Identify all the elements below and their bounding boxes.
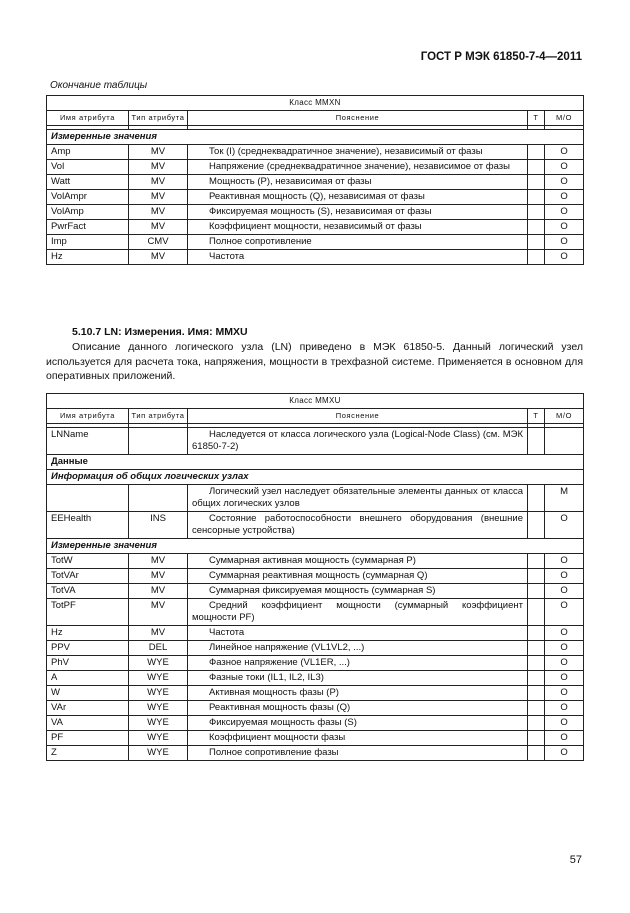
attribute-name-cell — [47, 485, 129, 512]
attribute-type-cell: MV — [129, 175, 188, 190]
explanation-cell: Наследуется от класса логического узла (Logical-Node Class) (см. МЭК 61850-7-2) — [188, 428, 528, 455]
section-row — [47, 470, 584, 485]
attribute-name-cell: Z — [47, 746, 129, 761]
document-header: ГОСТ Р МЭК 61850-7-4—2011 — [420, 51, 582, 63]
section-title-cell: Измеренные значения — [47, 539, 584, 554]
column-header-row — [47, 409, 584, 424]
attribute-name-cell: EEHealth — [47, 512, 129, 539]
t-cell — [528, 235, 545, 250]
section-title-cell: Измеренные значения — [47, 130, 584, 145]
attribute-name-cell: TotW — [47, 554, 129, 569]
mo-cell: O — [545, 731, 584, 746]
attribute-name-cell: A — [47, 671, 129, 686]
table-row — [47, 175, 584, 190]
section-title-cell: Информация об общих логических узлах — [47, 470, 584, 485]
t-cell — [528, 599, 545, 626]
attribute-name-cell: VAr — [47, 701, 129, 716]
t-cell — [528, 428, 545, 455]
attribute-type-cell: MV — [129, 584, 188, 599]
table-row — [47, 599, 584, 626]
mmxu-class-table — [46, 393, 584, 761]
attribute-type-cell: WYE — [129, 671, 188, 686]
table-row — [47, 220, 584, 235]
mo-header: M/O — [545, 409, 584, 424]
t-cell — [528, 145, 545, 160]
t-cell — [528, 731, 545, 746]
attribute-type-cell: MV — [129, 220, 188, 235]
mo-cell: O — [545, 190, 584, 205]
t-cell — [528, 656, 545, 671]
section-row — [47, 130, 584, 145]
mo-cell: O — [545, 569, 584, 584]
attribute-name-cell: W — [47, 686, 129, 701]
explanation-cell: Средний коэффициент мощности (суммарный коэффициент мощности PF) — [188, 599, 528, 626]
attribute-type-cell: MV — [129, 145, 188, 160]
attribute-name-cell: TotPF — [47, 599, 129, 626]
class-name-row — [47, 394, 584, 409]
table-row — [47, 746, 584, 761]
explanation-cell: Полное сопротивление — [188, 235, 528, 250]
attribute-name-cell: VA — [47, 716, 129, 731]
attribute-name-cell: PhV — [47, 656, 129, 671]
mo-cell: O — [545, 641, 584, 656]
attribute-name-header: Имя атрибута — [47, 111, 129, 126]
table-row — [47, 716, 584, 731]
t-cell — [528, 220, 545, 235]
table-row — [47, 686, 584, 701]
t-cell — [528, 671, 545, 686]
mo-cell: O — [545, 584, 584, 599]
explanation-cell: Суммарная активная мощность (суммарная P) — [188, 554, 528, 569]
t-cell — [528, 746, 545, 761]
t-cell — [528, 250, 545, 265]
attribute-name-cell: Watt — [47, 175, 129, 190]
data-label-row — [47, 455, 584, 470]
mo-cell: O — [545, 250, 584, 265]
column-header-row — [47, 111, 584, 126]
mo-cell: O — [545, 235, 584, 250]
t-cell — [528, 686, 545, 701]
explanation-cell: Коэффициент мощности, независимый от фазы — [188, 220, 528, 235]
attribute-type-cell — [129, 428, 188, 455]
attribute-type-cell: MV — [129, 626, 188, 641]
mo-cell: O — [545, 746, 584, 761]
explanation-cell: Мощность (P), независимая от фазы — [188, 175, 528, 190]
mo-cell: O — [545, 701, 584, 716]
attribute-type-cell: MV — [129, 205, 188, 220]
attribute-type-cell: MV — [129, 160, 188, 175]
table-row — [47, 160, 584, 175]
mo-cell: O — [545, 626, 584, 641]
t-cell — [528, 205, 545, 220]
mo-cell: O — [545, 160, 584, 175]
table-row — [47, 485, 584, 512]
attribute-type-cell: WYE — [129, 656, 188, 671]
attribute-type-cell: WYE — [129, 701, 188, 716]
t-cell — [528, 584, 545, 599]
attribute-type-header: Тип атрибута — [129, 409, 188, 424]
explanation-cell: Фазное напряжение (VL1ER, ...) — [188, 656, 528, 671]
explanation-cell: Фиксируемая мощность (S), независимая от фазы — [188, 205, 528, 220]
table-row — [47, 626, 584, 641]
mo-cell: O — [545, 175, 584, 190]
t-header: T — [528, 409, 545, 424]
t-cell — [528, 512, 545, 539]
table-row — [47, 554, 584, 569]
mo-cell: O — [545, 716, 584, 731]
attribute-name-cell: PF — [47, 731, 129, 746]
class-name-cell: Класс MMXN — [47, 96, 584, 111]
mo-cell: O — [545, 220, 584, 235]
mo-cell: O — [545, 671, 584, 686]
attribute-type-cell: WYE — [129, 686, 188, 701]
table-row — [47, 569, 584, 584]
t-cell — [528, 175, 545, 190]
attribute-type-cell: MV — [129, 190, 188, 205]
explanation-cell: Ток (I) (среднеквадратичное значение), независимый от фазы — [188, 145, 528, 160]
attribute-type-cell: WYE — [129, 731, 188, 746]
table-row — [47, 671, 584, 686]
explanation-cell: Напряжение (среднеквадратичное значение), независимое от фазы — [188, 160, 528, 175]
mo-header: M/O — [545, 111, 584, 126]
attribute-type-header: Тип атрибута — [129, 111, 188, 126]
table-row — [47, 145, 584, 160]
attribute-name-cell: Hz — [47, 250, 129, 265]
explanation-cell: Линейное напряжение (VL1VL2, ...) — [188, 641, 528, 656]
t-cell — [528, 626, 545, 641]
attribute-name-cell: PwrFact — [47, 220, 129, 235]
explanation-cell: Реактивная мощность фазы (Q) — [188, 701, 528, 716]
attribute-name-cell: TotVA — [47, 584, 129, 599]
table-row — [47, 205, 584, 220]
mo-cell: O — [545, 599, 584, 626]
attribute-type-cell: CMV — [129, 235, 188, 250]
attribute-type-cell: MV — [129, 569, 188, 584]
t-cell — [528, 485, 545, 512]
explanation-cell: Коэффициент мощности фазы — [188, 731, 528, 746]
mo-cell: M — [545, 485, 584, 512]
mmxn-class-table — [46, 95, 584, 265]
attribute-name-cell: VolAmp — [47, 205, 129, 220]
table-row — [47, 512, 584, 539]
table-row — [47, 190, 584, 205]
attribute-name-cell: Hz — [47, 626, 129, 641]
attribute-name-cell: Vol — [47, 160, 129, 175]
attribute-type-cell: INS — [129, 512, 188, 539]
t-cell — [528, 569, 545, 584]
explanation-cell: Частота — [188, 250, 528, 265]
attribute-type-cell: WYE — [129, 746, 188, 761]
table-row — [47, 584, 584, 599]
t-cell — [528, 641, 545, 656]
t-cell — [528, 716, 545, 731]
explanation-cell: Логический узел наследует обязательные элементы данных от класса общих логических узлов — [188, 485, 528, 512]
attribute-type-cell: MV — [129, 250, 188, 265]
attribute-type-cell: MV — [129, 554, 188, 569]
table-row — [47, 250, 584, 265]
attribute-type-cell: DEL — [129, 641, 188, 656]
t-cell — [528, 701, 545, 716]
table-row — [47, 731, 584, 746]
explanation-cell: Фазные токи (IL1, IL2, IL3) — [188, 671, 528, 686]
attribute-name-cell: Amp — [47, 145, 129, 160]
mo-cell: O — [545, 205, 584, 220]
attribute-name-cell: PPV — [47, 641, 129, 656]
explanation-cell: Активная мощность фазы (P) — [188, 686, 528, 701]
mo-cell: O — [545, 554, 584, 569]
explanation-cell: Суммарная фиксируемая мощность (суммарная S) — [188, 584, 528, 599]
explanation-cell: Суммарная реактивная мощность (суммарная Q) — [188, 569, 528, 584]
attribute-name-cell: Imp — [47, 235, 129, 250]
section-row — [47, 539, 584, 554]
t-cell — [528, 554, 545, 569]
t-cell — [528, 160, 545, 175]
attribute-name-cell: TotVAr — [47, 569, 129, 584]
attribute-name-header: Имя атрибута — [47, 409, 129, 424]
explanation-cell: Реактивная мощность (Q), независимая от фазы — [188, 190, 528, 205]
table-row — [47, 235, 584, 250]
class-name-row — [47, 96, 584, 111]
mo-cell: O — [545, 145, 584, 160]
attribute-name-cell: LNName — [47, 428, 129, 455]
table-row — [47, 656, 584, 671]
table-row — [47, 701, 584, 716]
explanation-cell: Полное сопротивление фазы — [188, 746, 528, 761]
attribute-name-cell: VolAmpr — [47, 190, 129, 205]
table-continuation-label: Окончание таблицы — [50, 80, 148, 91]
t-header: T — [528, 111, 545, 126]
table-row — [47, 641, 584, 656]
data-label-cell: Данные — [47, 455, 584, 470]
t-cell — [528, 190, 545, 205]
mo-cell: O — [545, 686, 584, 701]
section-heading: 5.10.7 LN: Измерения. Имя: MMXU — [72, 326, 248, 338]
attribute-type-cell: MV — [129, 599, 188, 626]
mo-cell: O — [545, 656, 584, 671]
explanation-cell: Состояние работоспособности внешнего оборудования (внешние сенсорные устройства) — [188, 512, 528, 539]
attribute-type-cell — [129, 485, 188, 512]
explanation-cell: Частота — [188, 626, 528, 641]
section-paragraph: Описание данного логического узла (LN) приведено в МЭК 61850-5. Данный логический узел используется для расчета тока, напряжения, мощности в трехфазной системе. Применяется в основном для оперативных приложений. — [46, 341, 583, 383]
mo-cell — [545, 428, 584, 455]
explanation-header: Пояснение — [188, 409, 528, 424]
explanation-cell: Фиксируемая мощность фазы (S) — [188, 716, 528, 731]
attribute-type-cell: WYE — [129, 716, 188, 731]
lnname-row — [47, 428, 584, 455]
mo-cell: O — [545, 512, 584, 539]
page-number: 57 — [569, 854, 582, 866]
explanation-header: Пояснение — [188, 111, 528, 126]
class-name-cell: Класс MMXU — [47, 394, 584, 409]
